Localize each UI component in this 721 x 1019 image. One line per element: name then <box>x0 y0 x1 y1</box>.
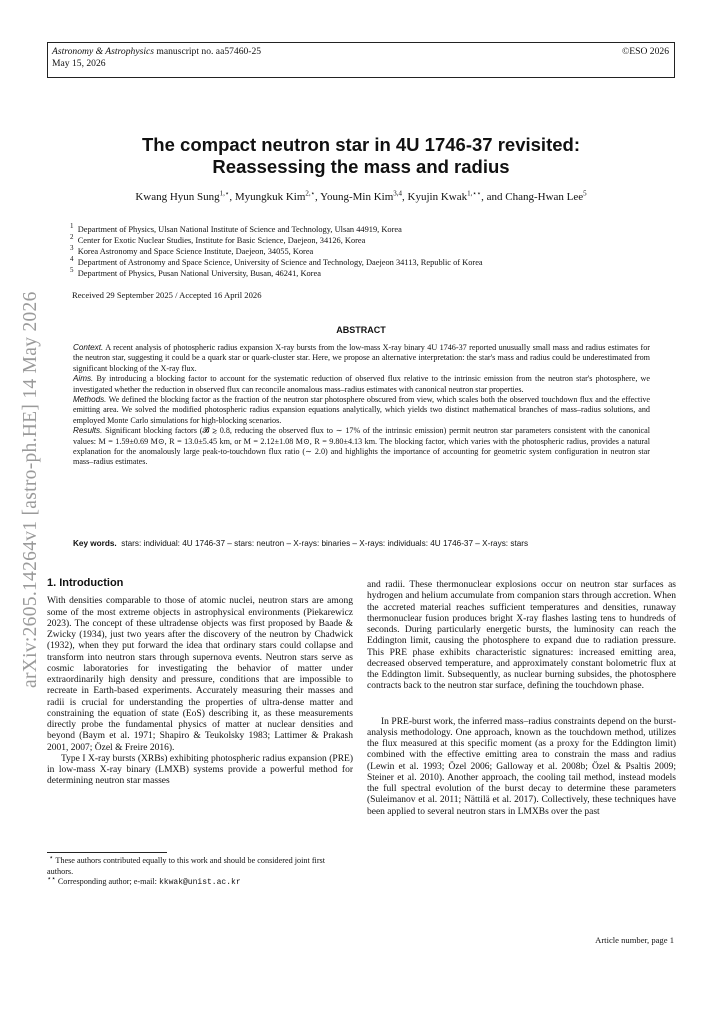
footnote-mark: ⋆ <box>49 853 54 862</box>
affiliation-text: Center for Exotic Nuclear Studies, Institute for Basic Science, Daejeon, 34126, Korea <box>77 236 366 245</box>
abstract-label: Results. <box>73 426 103 436</box>
left-column <box>47 578 353 788</box>
affiliation-number: 1 <box>70 222 74 231</box>
author-name: Kwang Hyun Sung <box>135 191 220 203</box>
paragraph: With densities comparable to those of atomic nuclei, neutron stars are among some of the most extreme objects in astrophysical environments (Piekarewicz 2023). The concept of these ultradense objects was first proposed by Baade & Zwicky (1934), just two years after the discovery of the neutron by Chadwick (1932), when they put forward the idea that ordinary stars could collapse and transform into neutron stars through supernova events. Neutron stars serve as cosmic laboratories for investigating the behavior of matter under extraordinarily high density and pressure, conditions that are impossible to recreate in Earth-based experiments. Accurately measuring their masses and radii is crucial for understanding the properties of ultra-dense matter and constraining the equation of state (EoS) describing it, as these measurements directly probe the fundamental physics of matter at nuclear densities and beyond (Baym et al. 1971; Shapiro & Teukolsky 1983; Lattimer & Prakash 2001, 2007; Özel & Freire 2016). <box>47 596 353 753</box>
footnote-mark: ⋆⋆ <box>47 874 56 883</box>
paragraph: In PRE-burst work, the inferred mass–radius constraints depend on the burst-analysis methodology. One approach, known as the touchdown method, utilizes the flux measured at this specific moment (as a proxy for the Eddington limit) combined with the effective emitting area to constrain the mass and radius (Lewin et al. 1993; Özel 2006; Galloway et al. 2008b; Özel & Psaltis 2009; Steiner et al. 2010). Another approach, the cooling tail method, instead models the full spectral evolution of the burst decay to determine these parameters (Suleimanov et al. 2011; Nättilä et al. 2017). Collectively, these techniques have been applied to several neutron stars in LMXBs over the past <box>367 716 676 817</box>
abstract-label: Methods. <box>73 395 107 405</box>
abstract-heading: ABSTRACT <box>336 325 386 335</box>
footnotes <box>47 853 353 889</box>
copyright: ©ESO 2026 <box>622 46 669 57</box>
abstract-context <box>73 343 650 374</box>
abstract-text: By introducing a blocking factor to account for the systematic reduction of observed flux relative to the intrinsic emission from the neutron star's photosphere, we investigated whether the reduction in observed flux can reconcile anomalous mass–radius estimates with canonical neutron star properties. <box>73 374 651 394</box>
keywords <box>73 539 663 548</box>
affiliation-number: 5 <box>70 266 74 275</box>
keywords-label: Key words. <box>73 539 117 548</box>
author-name: and Chang-Hwan Lee <box>486 191 584 203</box>
author-affil-mark: 3,4 <box>393 189 403 198</box>
affiliations <box>70 224 670 279</box>
author-affil-mark: 2,⋆ <box>305 189 316 198</box>
received-dates: Received 29 September 2025 / Accepted 16 April 2026 <box>72 290 262 300</box>
paper-title <box>47 134 675 178</box>
affiliation-number: 4 <box>70 255 74 264</box>
affiliation-text: Department of Physics, Ulsan National Institute of Science and Technology, Ulsan 44919, Korea <box>77 225 402 234</box>
author-affil-mark: 1,⋆⋆ <box>467 189 482 198</box>
arxiv-stamp: arXiv:2605.14264v1 [astro-ph.HE] 14 May 2026 <box>20 291 41 688</box>
footnote-text: These authors contributed equally to this work and should be considered joint first authors. <box>47 856 326 876</box>
author-name: Young-Min Kim <box>320 191 394 203</box>
header-date: May 15, 2026 <box>52 58 106 69</box>
affiliation <box>70 224 670 235</box>
author-list: Kwang Hyun Sung$^{1,⋆}$, Myungkuk Kim$^{2,⋆}$, Young-Min Kim$^{3,4}$, Kyujin Kwak$^{1,⋆⋆}$, and Chang-Hwan Lee$^5$ <box>135 189 587 203</box>
abstract-text: We defined the blocking factor as the fraction of the neutron star photosphere obscured from view, which scales both the observed touchdown flux and the effective emitting area. We solved the modified photospheric radius expansion equations analytically, which yields two distinct mathematical branches of mass–radius solutions, and employed Monte Carlo simulations for high-blocking scenarios. <box>73 395 651 425</box>
author-affil-mark: 5 <box>583 189 587 198</box>
title-line-2: Reassessing the mass and radius <box>212 156 510 177</box>
affiliation-text: Department of Physics, Pusan National University, Busan, 46241, Korea <box>77 269 321 278</box>
paragraph: and radii. These thermonuclear explosions occur on neutron star surfaces as hydrogen and helium accumulate from companion stars through accretion. When the accreted material reaches sufficient temperatures and densities, runaway thermonuclear fusion produces bright X-ray flashes lasting tens to hundreds of seconds. During particularly energetic bursts, the luminosity can reach the Eddington limit, causing the photosphere to expand due to radiation pressure. This PRE phase exhibits characteristic signatures: increased emitting area, decreased observed temperature, and approximately constant bolometric flux at the Eddington limit. Subsequently, as nuclear burning subsides, the photosphere contracts back to the neutron star surface, defining the touchdown phase. <box>367 580 676 692</box>
journal-line <box>52 46 670 58</box>
footnote <box>47 874 353 889</box>
author-name: Myungkuk Kim <box>234 191 306 203</box>
affiliation-number: 3 <box>70 244 74 253</box>
author-name: Kyujin Kwak <box>407 191 468 203</box>
affiliation-text: Korea Astronomy and Space Science Institute, Daejeon, 34055, Korea <box>77 247 314 256</box>
footnote-text: Corresponding author; e-mail: <box>57 877 157 886</box>
affiliation <box>70 257 670 268</box>
abstract-results <box>73 426 650 468</box>
manuscript-number: manuscript no. aa57460-25 <box>156 46 262 57</box>
abstract-aims <box>73 374 650 395</box>
affiliation-number: 2 <box>70 233 74 242</box>
author-affil-mark: 1,⋆ <box>219 189 230 198</box>
abstract-label: Context. <box>73 343 104 352</box>
page-footer: Article number, page 1 <box>595 935 674 945</box>
footnote-rule <box>47 852 167 853</box>
abstract-label: Aims. <box>73 374 94 384</box>
abstract-body <box>73 343 650 468</box>
affiliation <box>70 246 670 257</box>
abstract-methods <box>73 395 650 426</box>
title-line-1: The compact neutron star in 4U 1746-37 revisited: <box>142 134 580 155</box>
affiliation <box>70 235 670 246</box>
affiliation-text: Department of Astronomy and Space Science, University of Science and Technology, Daejeon 34113, Republic of Korea <box>77 258 483 267</box>
footnote <box>47 853 353 877</box>
abstract-text: Significant blocking factors (𝓑 ≳ 0.8, reducing the observed flux to ∼ 17% of the intrinsic emission) permit neutron star parameters consistent with the canonical values: M = 1.59±0.69 M⊙, R = 13.0±5.45 km, or M = 2.12±1.08 M⊙, R = 9.80±4.13 km. The blocking factor, which varies with the photospheric radius, provides a natural explanation for the anomalously large peak-to-touchdown flux ratio (∼ 2.0) and highlights the importance of accounting for geometric system configuration in neutron star mass–radius estimates. <box>73 426 651 467</box>
affiliation <box>70 268 670 279</box>
email-link[interactable]: kkwak@unist.ac.kr <box>159 878 241 887</box>
keywords-text: stars: individual: 4U 1746-37 – stars: neutron – X-rays: binaries – X-rays: individuals: 4U 1746-37 – X-rays: stars <box>121 539 529 548</box>
section-heading: 1. Introduction <box>47 577 124 589</box>
right-column <box>367 580 676 818</box>
paragraph: Type I X-ray bursts (XRBs) exhibiting photospheric radius expansion (PRE) in low-mass X-ray binary (LMXB) systems provide a powerful method for determining neutron star masses <box>47 753 353 787</box>
journal-header-box <box>47 42 675 78</box>
journal-name: Astronomy & Astrophysics <box>52 46 154 57</box>
abstract-text: A recent analysis of photospheric radius expansion X-ray bursts from the low-mass X-ray binary 4U 1746-37 reported unusually small mass and radius estimates for the neutron star, suggesting it could be a quark star or quark-cluster star. Here, we propose an alternative interpretation: the star's mass and radius could be underestimated from significant blocking of the X-ray flux. <box>73 343 650 373</box>
